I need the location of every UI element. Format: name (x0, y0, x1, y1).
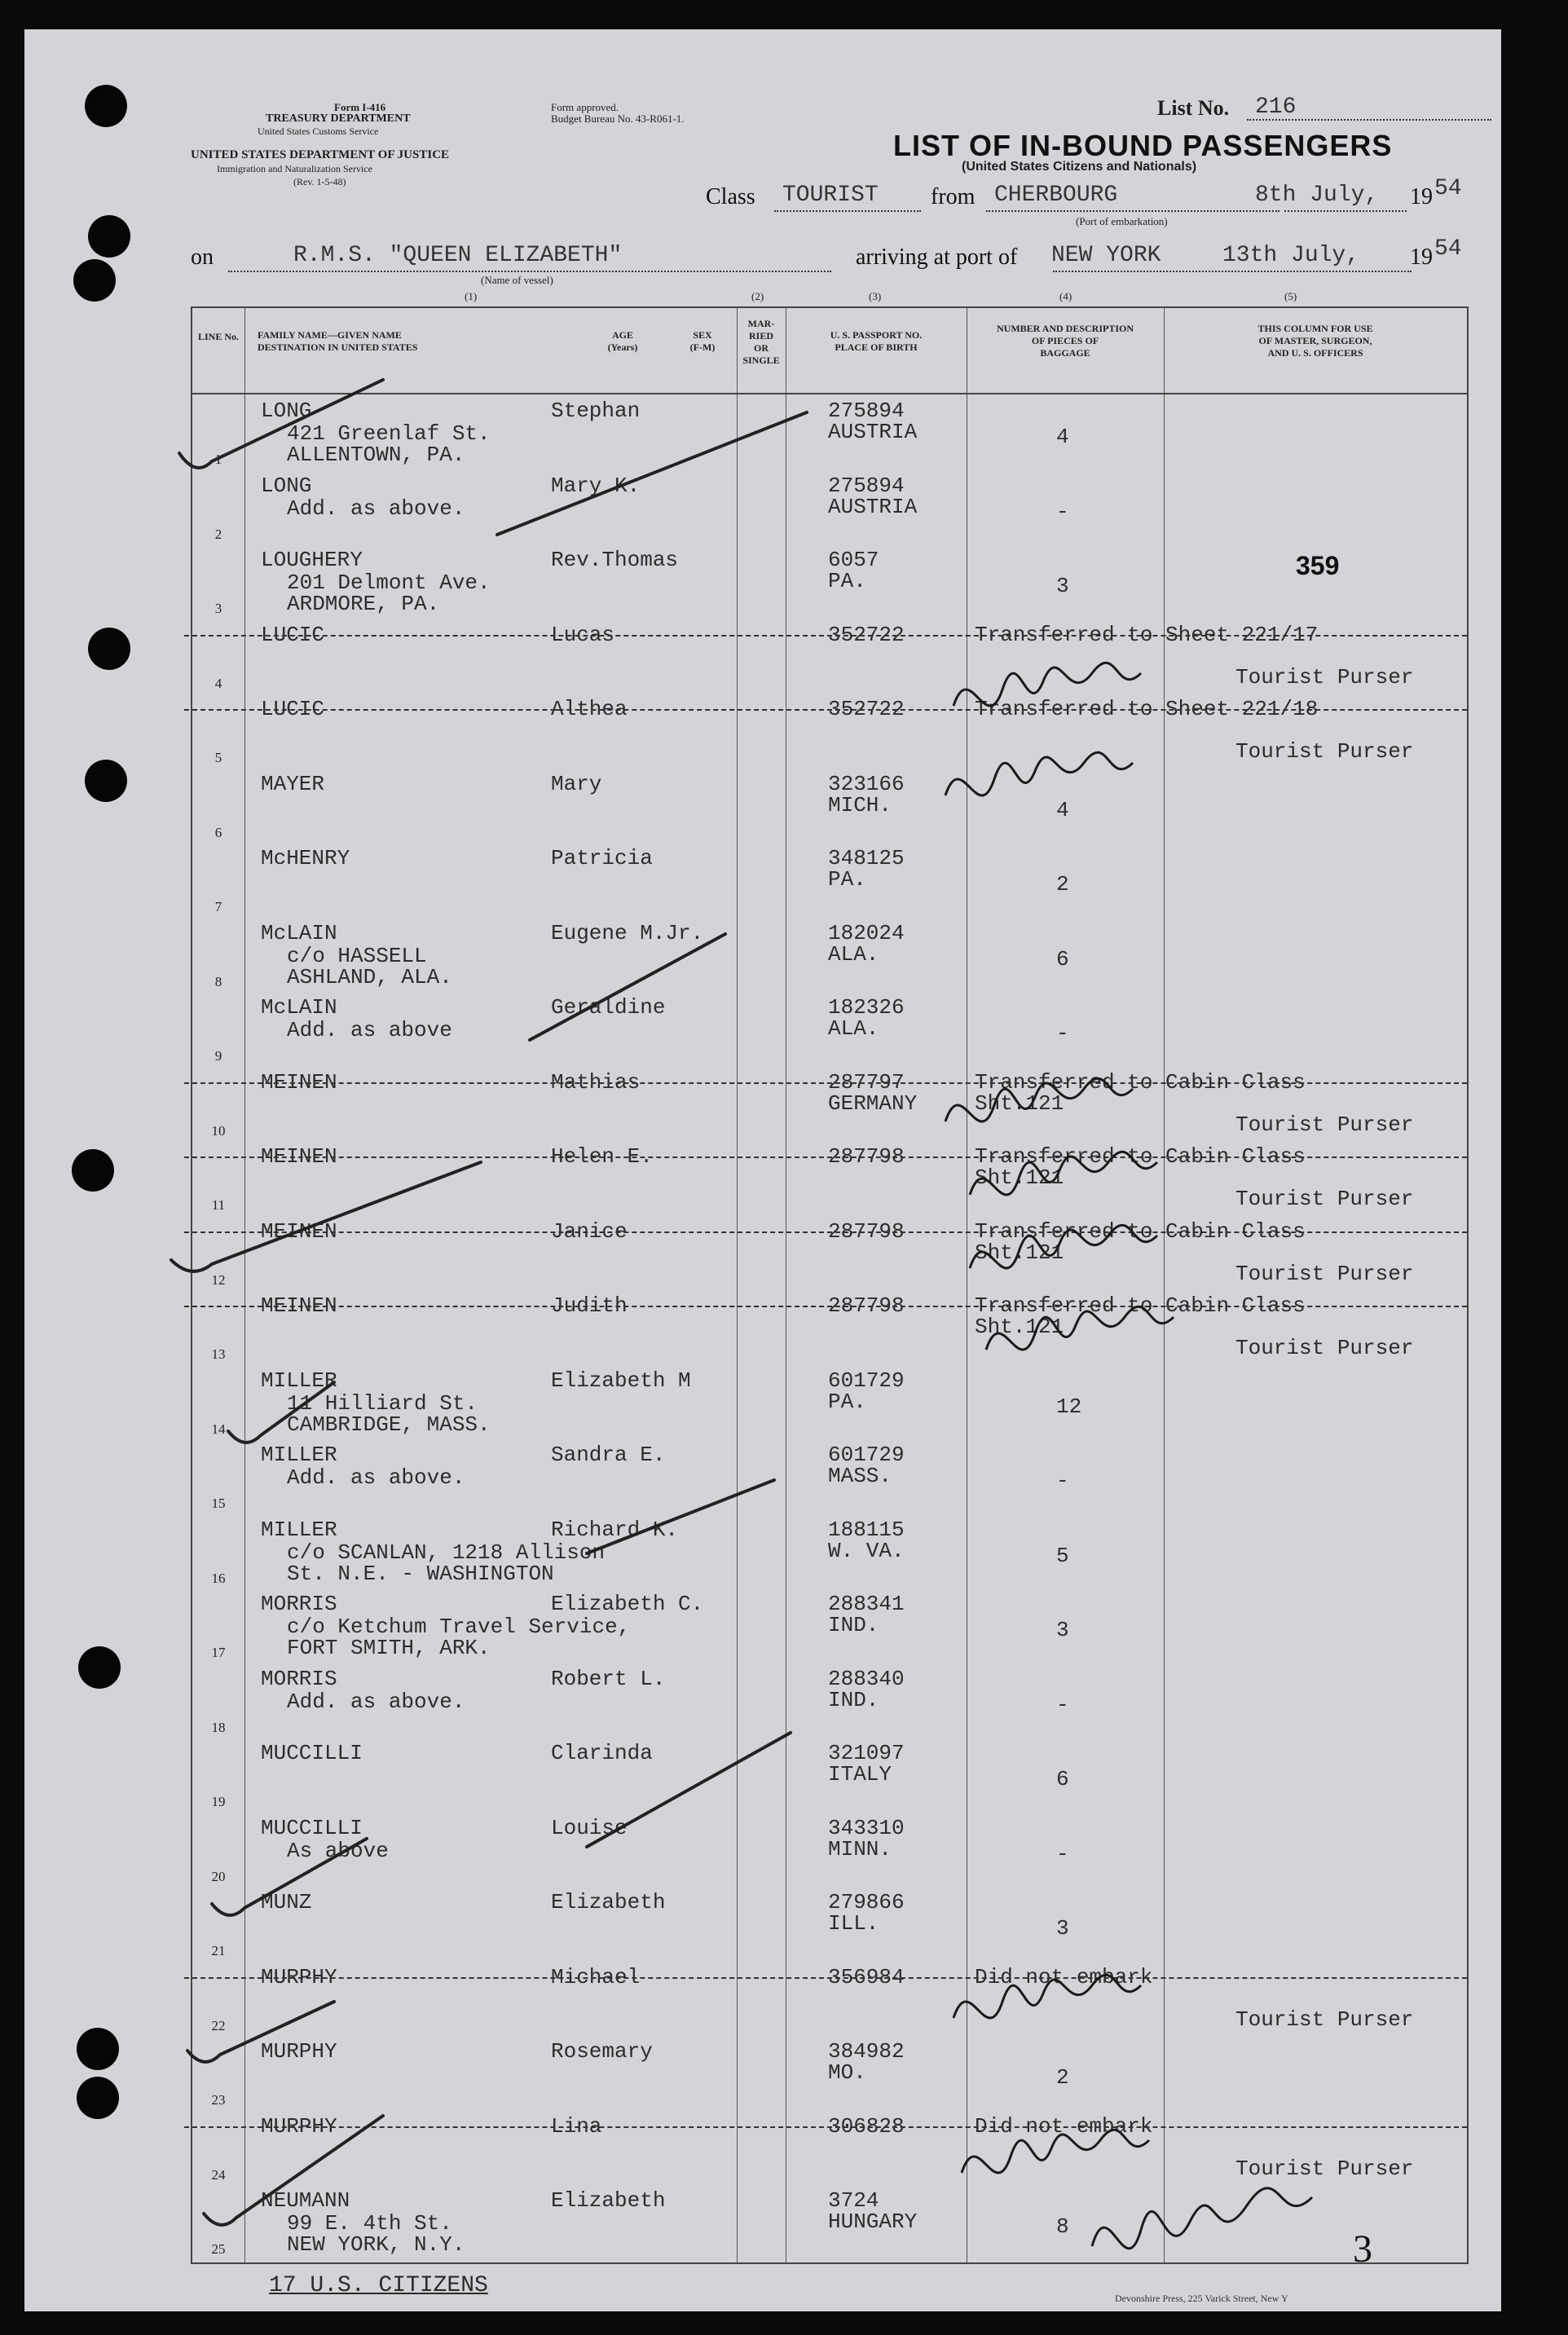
line-number: 14 (211, 1421, 226, 1437)
year-suffix: 54 (1434, 176, 1462, 201)
page-title: LIST OF IN-BOUND PASSENGERS (893, 129, 1393, 162)
place-of-birth: IND. (828, 1687, 879, 1712)
officer-note: Sht.121 (975, 1315, 1064, 1339)
given-name: Patricia (551, 846, 653, 870)
punch-hole (77, 2028, 119, 2070)
passport-number: 279866 (828, 1890, 905, 1914)
signature (986, 1306, 1174, 1350)
signature (954, 663, 1141, 706)
line-number: 2 (214, 526, 222, 542)
officer-note: Transferred to Cabin Class (975, 1293, 1306, 1318)
form-revision: (Rev. 1-5-48) (293, 176, 346, 187)
list-no-value: 216 (1255, 95, 1297, 120)
place-of-birth: PA. (828, 569, 866, 593)
given-name: Rev.Thomas (551, 548, 679, 572)
depart-date: 8th July, (1255, 183, 1379, 208)
address-line: 201 Delmont Ave. (287, 571, 491, 595)
line-number: 1 (214, 452, 222, 467)
vessel-name: R.M.S. "QUEEN ELIZABETH" (293, 243, 623, 268)
given-name: Elizabeth M (551, 1368, 691, 1393)
given-name: Judith (551, 1293, 628, 1318)
punch-hole (73, 259, 116, 302)
officer-note: Transferred to Cabin Class (975, 1144, 1306, 1169)
family-name: MILLER (261, 1517, 337, 1542)
family-name: MUCCILLI (261, 1741, 363, 1765)
baggage-count: - (1056, 1021, 1069, 1046)
family-name: MEINEN (261, 1144, 337, 1169)
col-header-baggage: NUMBER AND DESCRIPTION OF PIECES OF BAGGAGE (996, 323, 1134, 359)
place-of-birth: AUSTRIA (828, 420, 918, 444)
check-mark (204, 2113, 383, 2225)
col-num-4: (4) (1059, 290, 1072, 302)
place-of-birth: MICH. (828, 792, 892, 817)
family-name: NEUMANN (261, 2188, 350, 2213)
family-name: MUCCILLI (261, 1815, 363, 1840)
officer-note: Transferred to Sheet 221/17 (975, 622, 1319, 647)
inspector-signature (1092, 2188, 1312, 2249)
place-of-birth: MINN. (828, 1836, 892, 1861)
given-name: Helen E. (551, 1144, 653, 1169)
family-name: MURPHY (261, 1964, 337, 1989)
baggage-count: 6 (1056, 1767, 1069, 1791)
given-name: Janice (551, 1218, 628, 1244)
line-number: 11 (211, 1197, 226, 1213)
line-number: 3 (214, 601, 222, 616)
line-number: 4 (214, 675, 222, 691)
ins-service: Immigration and Naturalization Service (217, 163, 372, 174)
justice-dept: UNITED STATES DEPARTMENT OF JUSTICE (191, 148, 450, 161)
officer-note: Tourist Purser (1235, 1261, 1414, 1286)
arrival-year-suffix: 54 (1434, 236, 1462, 262)
passport-number: 323166 (828, 771, 905, 796)
given-name: Lina (551, 2113, 602, 2139)
line-number: 20 (211, 1868, 226, 1884)
vessel-caption: (Name of vessel) (481, 274, 553, 286)
baggage-count: - (1056, 1841, 1069, 1866)
list-stamp-number: 359 (1296, 551, 1340, 580)
address-line: ALLENTOWN, PA. (287, 443, 465, 467)
baggage-count: 3 (1056, 574, 1069, 598)
embark-caption: (Port of embarkation) (1076, 215, 1168, 227)
baggage-count: 6 (1056, 946, 1069, 971)
arriving-label: arriving at port of (856, 245, 1018, 270)
baggage-count: 4 (1056, 425, 1069, 449)
line-number: 8 (214, 973, 222, 989)
place-of-birth: PA. (828, 867, 866, 892)
purser-signatures (945, 663, 1312, 2249)
from-label: from (931, 184, 976, 209)
place-of-birth: IND. (828, 1613, 879, 1637)
address-line: c/o SCANLAN, 1218 Allison (287, 1540, 606, 1565)
check-mark (171, 1162, 481, 1271)
treasury-dept: TREASURY DEPARTMENT (266, 112, 411, 125)
officer-note: Tourist Purser (1235, 1336, 1414, 1360)
given-name: Elizabeth C. (551, 1592, 704, 1616)
line-number: 7 (214, 899, 222, 914)
line-number: 22 (211, 2017, 226, 2033)
manifest-page (24, 29, 1501, 2311)
baggage-count: 2 (1056, 872, 1069, 897)
col-header-line: LINE No. (197, 331, 239, 342)
address-line: Add. as above. (287, 1465, 465, 1490)
passport-number: 601729 (828, 1368, 905, 1393)
passport-number: 188115 (828, 1517, 905, 1542)
family-name: MORRIS (261, 1666, 337, 1691)
arrival-date: 13th July, (1222, 243, 1360, 268)
address-line: ASHLAND, ALA. (287, 964, 452, 989)
passport-number: 275894 (828, 473, 905, 498)
officer-note: Transferred to Cabin Class (975, 1218, 1306, 1244)
punch-hole (72, 1149, 114, 1192)
line-number: 6 (214, 824, 222, 840)
col-header-sex: SEX (F-M) (689, 329, 716, 353)
officer-note: Tourist Purser (1235, 2007, 1414, 2032)
officer-note: Tourist Purser (1235, 739, 1414, 764)
family-name: LONG (261, 399, 312, 423)
family-name: MILLER (261, 1443, 337, 1467)
check-mark (587, 1733, 791, 1847)
family-name: LOUGHERY (261, 548, 363, 572)
passport-number: 6057 (828, 548, 879, 572)
family-name: MORRIS (261, 1592, 337, 1616)
line-number: 25 (211, 2241, 226, 2257)
passport-number: 343310 (828, 1815, 905, 1840)
baggage-count: 8 (1056, 2214, 1069, 2239)
line-number: 5 (214, 750, 222, 765)
line-number: 10 (211, 1122, 226, 1139)
passport-number: 287798 (828, 1293, 905, 1318)
given-name: Althea (551, 697, 628, 721)
place-of-birth: ITALY (828, 1762, 892, 1786)
address-line: 11 Hilliard St. (287, 1390, 478, 1416)
place-of-birth: ALA. (828, 941, 879, 967)
line-number: 24 (211, 2166, 226, 2183)
place-of-birth: W. VA. (828, 1538, 905, 1563)
officer-note: Tourist Purser (1235, 2156, 1414, 2181)
address-line: c/o Ketchum Travel Service, (287, 1615, 631, 1639)
address-line: FORT SMITH, ARK. (287, 1636, 491, 1660)
passport-number: 182024 (828, 920, 905, 945)
punch-hole (88, 628, 130, 670)
punch-hole (77, 2077, 119, 2119)
place-of-birth: PA. (828, 1389, 866, 1414)
customs-service: United States Customs Service (258, 126, 379, 137)
col-num-2: (2) (751, 290, 764, 302)
punch-hole (88, 215, 130, 258)
punch-hole (85, 760, 127, 802)
given-name: Rosemary (551, 2039, 653, 2064)
officer-note: Sht.121 (975, 1165, 1064, 1190)
punch-hole (85, 85, 127, 127)
signature (962, 2130, 1149, 2173)
baggage-count: - (1056, 1692, 1069, 1717)
place-of-birth: MASS. (828, 1464, 892, 1488)
family-name: LONG (261, 473, 312, 498)
form-approved: Form approved. (551, 101, 619, 113)
printer-imprint: Devonshire Press, 225 Varick Street, New Y (1115, 2293, 1288, 2304)
line-number: 18 (211, 1719, 226, 1735)
baggage-count: - (1056, 1469, 1069, 1493)
officer-note: Did not embark (975, 2113, 1153, 2139)
given-name: Mary (551, 771, 602, 796)
address-line: CAMBRIDGE, MASS. (287, 1412, 491, 1437)
passport-number: 288341 (828, 1592, 905, 1616)
passport-number: 601729 (828, 1443, 905, 1467)
check-mark (530, 934, 725, 1040)
address-line: 421 Greenlaf St. (287, 421, 491, 446)
line-number: 19 (211, 1794, 226, 1809)
place-of-birth: AUSTRIA (828, 494, 918, 519)
baggage-count: 3 (1056, 1618, 1069, 1642)
line-number: 12 (211, 1271, 226, 1288)
given-name: Clarinda (551, 1741, 653, 1765)
check-mark (212, 1839, 367, 1915)
passport-number: 287798 (828, 1144, 905, 1169)
col-num-1: (1) (465, 290, 478, 302)
signature (945, 1078, 1133, 1121)
address-line: ARDMORE, PA. (287, 592, 440, 616)
place-of-birth: HUNGARY (828, 2209, 918, 2234)
passport-number: 352722 (828, 622, 905, 647)
signature (954, 1975, 1141, 2018)
family-name: McHENRY (261, 846, 350, 870)
citizen-count: 17 U.S. CITIZENS (269, 2273, 488, 2298)
officer-note: Tourist Purser (1235, 1187, 1414, 1211)
check-mark (587, 1480, 774, 1553)
signature (970, 1152, 1157, 1195)
family-name: LUCIC (261, 622, 325, 647)
passport-number: 384982 (828, 2039, 905, 2064)
given-name: Robert L. (551, 1666, 666, 1691)
given-name: Stephan (551, 399, 641, 423)
passport-number: 275894 (828, 399, 905, 423)
officer-note: Tourist Purser (1235, 1112, 1414, 1137)
check-marks (171, 380, 807, 2225)
family-name: LUCIC (261, 697, 325, 721)
place-of-birth: GERMANY (828, 1090, 918, 1116)
line-number: 23 (211, 2092, 226, 2108)
passport-number: 287797 (828, 1069, 905, 1095)
col-num-3: (3) (869, 290, 882, 302)
address-line: As above (287, 1838, 389, 1863)
place-of-birth: ALA. (828, 1016, 879, 1041)
col-header-name: FAMILY NAME—GIVEN NAME DESTINATION IN UNITED STATES (258, 329, 418, 353)
col-num-5: (5) (1284, 290, 1297, 302)
check-mark (187, 2002, 334, 2062)
address-line: c/o HASSELL (287, 943, 427, 968)
given-name: Elizabeth (551, 1890, 666, 1914)
baggage-count: 2 (1056, 2065, 1069, 2090)
line-number: 21 (211, 1943, 226, 1958)
given-name: Elizabeth (551, 2188, 666, 2213)
given-name: Lucas (551, 622, 615, 647)
baggage-count: 12 (1056, 1394, 1082, 1419)
page-subtitle: (United States Citizens and Nationals) (962, 160, 1197, 174)
officer-note: Transferred to Cabin Class (975, 1069, 1306, 1095)
signature (945, 752, 1133, 795)
family-name: McLAIN (261, 920, 337, 945)
passport-number: 182326 (828, 995, 905, 1020)
punch-hole (78, 1646, 121, 1689)
line-number: 13 (211, 1346, 226, 1362)
family-name: MEINEN (261, 1069, 337, 1095)
check-mark (497, 412, 807, 535)
family-name: MURPHY (261, 2113, 337, 2139)
family-name: MUNZ (261, 1890, 312, 1914)
address-line: 99 E. 4th St. (287, 2211, 452, 2236)
passport-number: 356984 (828, 1964, 905, 1989)
annotations-overlay (24, 29, 1501, 2311)
passport-number: 306828 (828, 2113, 905, 2139)
signature (970, 1225, 1157, 1268)
officer-note: Sht.121 (975, 1240, 1064, 1265)
check-mark (179, 380, 383, 468)
given-name: Mary K. (551, 473, 641, 498)
arrival-port: NEW YORK (1051, 243, 1161, 268)
officer-note: Transferred to Sheet 221/18 (975, 697, 1319, 721)
on-label: on (191, 245, 214, 270)
passport-number: 321097 (828, 1741, 905, 1765)
baggage-count: 3 (1056, 1916, 1069, 1941)
officer-note: Did not embark (975, 1964, 1153, 1989)
given-name: Louise (551, 1815, 628, 1840)
line-number: 17 (211, 1645, 226, 1660)
officer-note: Tourist Purser (1235, 664, 1414, 689)
year-prefix: 19 (1410, 184, 1433, 209)
baggage-count: 5 (1056, 1543, 1069, 1568)
given-name: Geraldine (551, 995, 666, 1020)
arrival-year-prefix: 19 (1410, 245, 1433, 270)
baggage-count: 4 (1056, 797, 1069, 822)
address-line: NEW YORK, N.Y. (287, 2232, 465, 2257)
passport-number: 348125 (828, 846, 905, 870)
line-number: 16 (211, 1570, 226, 1586)
given-name: Richard K. (551, 1517, 679, 1542)
family-name: MILLER (261, 1368, 337, 1393)
given-name: Eugene M.Jr. (551, 920, 704, 945)
family-name: MEINEN (261, 1218, 337, 1244)
given-name: Sandra E. (551, 1443, 666, 1467)
baggage-count: - (1056, 499, 1069, 524)
officer-note: Sht.121 (975, 1090, 1064, 1116)
place-of-birth: MO. (828, 2060, 866, 2085)
from-value: CHERBOURG (994, 183, 1118, 208)
class-label: Class (706, 184, 755, 209)
address-line: Add. as above. (287, 496, 465, 521)
line-number: 15 (211, 1496, 226, 1511)
col-header-passport: U. S. PASSPORT NO. PLACE OF BIRTH (830, 329, 923, 353)
passport-number: 288340 (828, 1666, 905, 1691)
col-header-officers: THIS COLUMN FOR USE OF MASTER, SURGEON, AND U. S. OFFICERS (1257, 323, 1373, 359)
form-number: Form I-416 (334, 101, 386, 113)
given-name: Mathias (551, 1069, 641, 1095)
passport-number: 3724 (828, 2188, 879, 2213)
address-line: Add. as above (287, 1018, 452, 1042)
passport-number: 287798 (828, 1218, 905, 1244)
family-name: MAYER (261, 771, 325, 796)
budget-bureau: Budget Bureau No. 43-R061-1. (551, 112, 685, 125)
family-name: McLAIN (261, 995, 337, 1020)
family-name: MURPHY (261, 2039, 337, 2064)
inspector-note: 3 (1353, 2227, 1372, 2271)
address-line: Add. as above. (287, 1689, 465, 1714)
given-name: Michael (551, 1964, 641, 1989)
class-value: TOURIST (782, 183, 879, 208)
col-header-married: MAR- RIED OR SINGLE (742, 318, 780, 366)
col-header-age: AGE (Years) (607, 329, 638, 353)
line-number: 9 (214, 1048, 222, 1064)
place-of-birth: ILL. (828, 1911, 879, 1936)
address-line: St. N.E. - WASHINGTON (287, 1561, 554, 1586)
list-no-label: List No. (1157, 96, 1230, 120)
passport-number: 352722 (828, 697, 905, 721)
check-mark (228, 1382, 334, 1443)
family-name: MEINEN (261, 1293, 337, 1318)
